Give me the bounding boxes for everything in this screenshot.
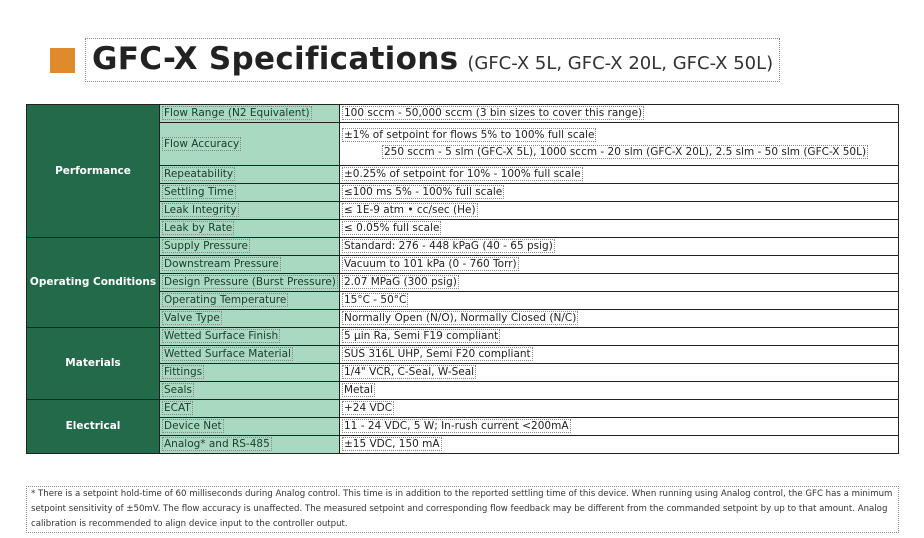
value-cell: Normally Open (N/O), Normally Closed (N/C) — [340, 310, 899, 328]
spec-table — [26, 104, 899, 454]
table-row — [27, 400, 899, 418]
param-cell: Flow Accuracy — [160, 123, 340, 166]
table-row — [27, 328, 899, 346]
param-cell: Leak Integrity — [160, 202, 340, 220]
param-cell: Flow Range (N2 Equivalent) — [160, 105, 340, 123]
param-cell: Device Net — [160, 418, 340, 436]
value-cell: ±0.25% of setpoint for 10% - 100% full scale — [340, 166, 899, 184]
value-cell: ≤ 0.05% full scale — [340, 220, 899, 238]
value-cell: ±1% of setpoint for flows 5% to 100% full scale 250 sccm - 5 slm (GFC-X 5L), 1000 sccm - 20 slm (GFC-X 20L), 2.5 slm - 50 slm (GFC-X 50L) — [340, 123, 899, 166]
table-row — [27, 238, 899, 256]
value-cell: SUS 316L UHP, Semi F20 compliant — [340, 346, 899, 364]
value-cell: 11 - 24 VDC, 5 W; In-rush current <200mA — [340, 418, 899, 436]
value-cell: 2.07 MPaG (300 psig) — [340, 274, 899, 292]
param-cell: Repeatability — [160, 166, 340, 184]
category-operating-conditions: Operating Conditions — [27, 238, 160, 328]
value-cell: ≤100 ms 5% - 100% full scale — [340, 184, 899, 202]
value-cell: ±15 VDC, 150 mA — [340, 436, 899, 454]
param-cell: ECAT — [160, 400, 340, 418]
value-cell: 5 µin Ra, Semi F19 compliant — [340, 328, 899, 346]
value-cell: +24 VDC — [340, 400, 899, 418]
value-cell: 100 sccm - 50,000 sccm (3 bin sizes to cover this range) — [340, 105, 899, 123]
table-row — [27, 105, 899, 123]
value-cell: ≤ 1E-9 atm • cc/sec (He) — [340, 202, 899, 220]
footnote: * There is a setpoint hold-time of 60 milliseconds during Analog control. This time is in addition to the reported settling time of this device. When running using Analog control, the GFC has a minimum setpoint sensitivity of ±50mV. The flow accuracy is unaffected. The measured setpoint and corresponding flow feedback may be different from the commanded setpoint by up to that amount. Analog calibration is recommended to align device input to the controller output. — [26, 486, 899, 533]
param-cell: Leak by Rate — [160, 220, 340, 238]
param-cell: Supply Pressure — [160, 238, 340, 256]
title-accent-square-icon — [50, 48, 75, 73]
value-cell: Vacuum to 101 kPa (0 - 760 Torr) — [340, 256, 899, 274]
page-title: GFC-X Specifications — [92, 41, 459, 77]
param-cell: Seals — [160, 382, 340, 400]
param-cell: Valve Type — [160, 310, 340, 328]
category-electrical: Electrical — [27, 400, 160, 454]
value-cell: 15°C - 50°C — [340, 292, 899, 310]
param-cell: Downstream Pressure — [160, 256, 340, 274]
category-materials: Materials — [27, 328, 160, 400]
param-cell: Design Pressure (Burst Pressure) — [160, 274, 340, 292]
title-box — [85, 38, 780, 82]
category-performance: Performance — [27, 105, 160, 238]
param-cell: Fittings — [160, 364, 340, 382]
param-cell: Settling Time — [160, 184, 340, 202]
param-cell: Wetted Surface Finish — [160, 328, 340, 346]
param-cell: Wetted Surface Material — [160, 346, 340, 364]
param-cell: Operating Temperature — [160, 292, 340, 310]
page-subtitle: (GFC-X 5L, GFC-X 20L, GFC-X 50L) — [467, 53, 774, 74]
param-cell: Analog* and RS-485 — [160, 436, 340, 454]
value-cell: Metal — [340, 382, 899, 400]
value-cell: Standard: 276 - 448 kPaG (40 - 65 psig) — [340, 238, 899, 256]
title-block — [50, 33, 780, 87]
value-cell: 1/4" VCR, C-Seal, W-Seal — [340, 364, 899, 382]
